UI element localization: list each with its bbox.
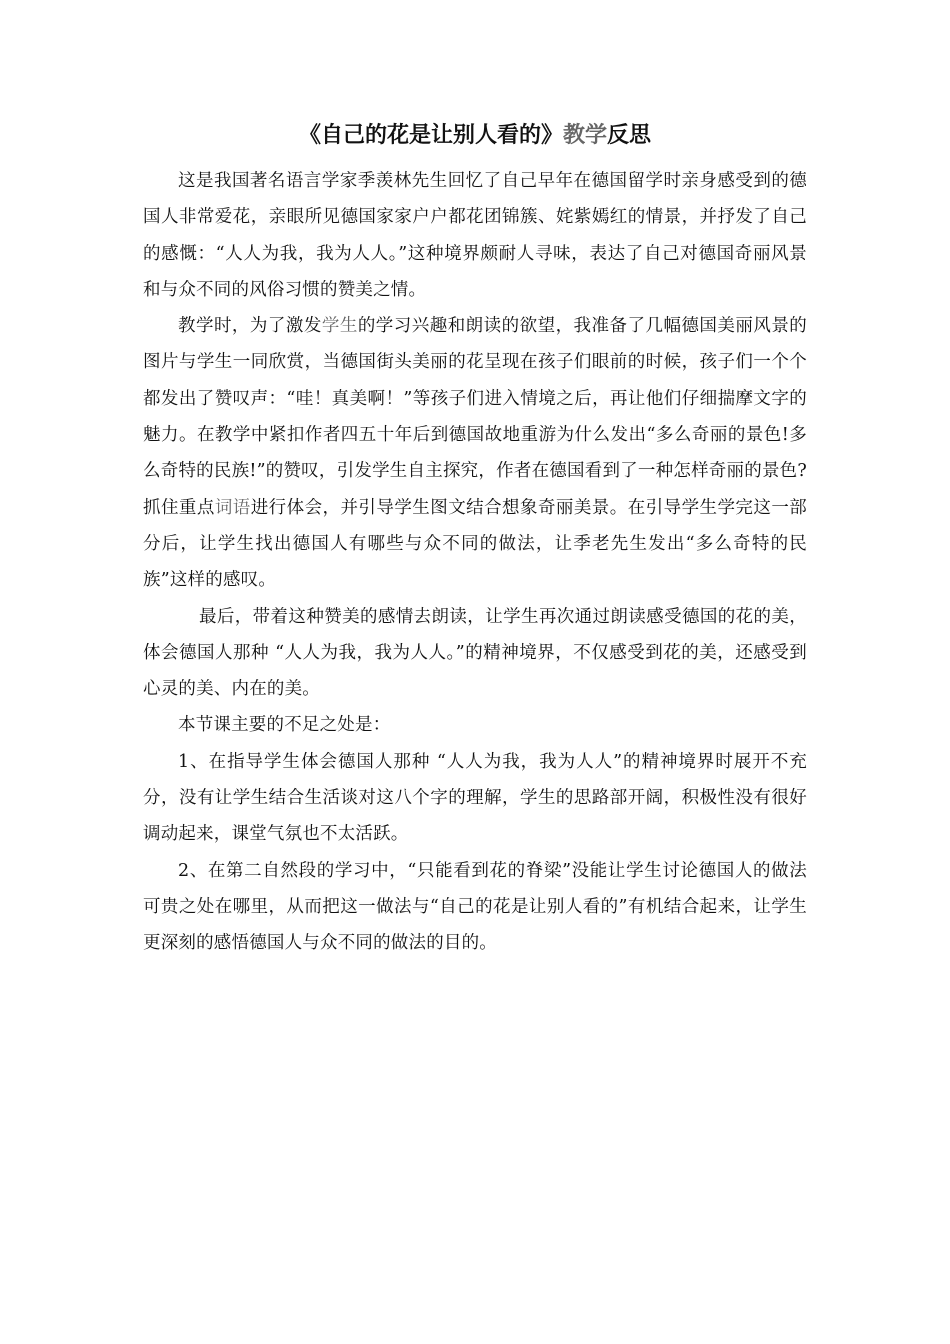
document-body bbox=[143, 163, 807, 962]
teaching-text-3: 进行体会，并引导学生图文结合想象奇丽美景。在引导学生学完这一部分后，让学生找出德国人有哪些与众不同的做法，让季老先生发出“多么奇特的民族”这样的感叹。 bbox=[143, 497, 807, 591]
teaching-highlight-students: 学生 bbox=[321, 316, 358, 337]
paragraph-finally: 最后，带着这种赞美的感情去朗读，让学生再次通过朗读感受德国的花的美，体会德国人那种 “人人为我，我为人人。”的精神境界，不仅感受到花的美，还感受到心灵的美、内在的美。 bbox=[143, 606, 807, 700]
document-title bbox=[0, 118, 950, 152]
title-end: 反思 bbox=[607, 122, 652, 148]
paragraph-teaching bbox=[143, 308, 807, 598]
teaching-text-1: 教学时，为了激发 bbox=[178, 316, 322, 337]
paragraph-shortcomings-heading: 本节课主要的不足之处是： bbox=[178, 715, 391, 736]
teaching-text-2: 的学习兴趣和朗读的欲望，我准备了几幅德国美丽风景的图片与学生一同欣赏，当德国街头美丽的花呈现在孩子们眼前的时候，孩子们一个个都发出了赞叹声：“哇！真美啊！”等孩子们进入情境之后，再让他们仔细揣摩文字的魅力。在教学中紧扣作者四五十年后到德国故地重游为什么发出“多么奇丽的景色!多么奇特的民族!”的赞叹，引发学生自主探究，作者在德国看到了一种怎样奇丽的景色?抓住重点 bbox=[143, 316, 808, 518]
paragraph-shortcoming-1: 1、在指导学生体会德国人那种 “人人为我，我为人人”的精神境界时展开不充分，没有让学生结合生活谈对这八个字的理解，学生的思路部开阔，积极性没有很好调动起来，课堂气氛也不太活跃。 bbox=[143, 751, 807, 845]
title-highlight: 教学 bbox=[562, 122, 607, 148]
paragraph-intro: 这是我国著名语言学家季羡林先生回忆了自己早年在德国留学时亲身感受到的德国人非常爱花，亲眼所见德国家家户户都花团锦簇、姹紫嫣红的情景，并抒发了自己的感慨：“人人为我，我为人人。”这种境界颇耐人寻味，表达了自己对德国奇丽风景和与众不同的风俗习惯的赞美之情。 bbox=[143, 171, 807, 300]
teaching-highlight-words: 词语 bbox=[214, 497, 251, 518]
title-main: 《自己的花是让别人看的》 bbox=[298, 122, 563, 148]
paragraph-shortcoming-2: 2、在第二自然段的学习中，“只能看到花的脊梁”没能让学生讨论德国人的做法可贵之处在哪里，从而把这一做法与“自己的花是让别人看的”有机结合起来，让学生更深刻的感悟德国人与众不同的做法的目的。 bbox=[143, 860, 807, 954]
